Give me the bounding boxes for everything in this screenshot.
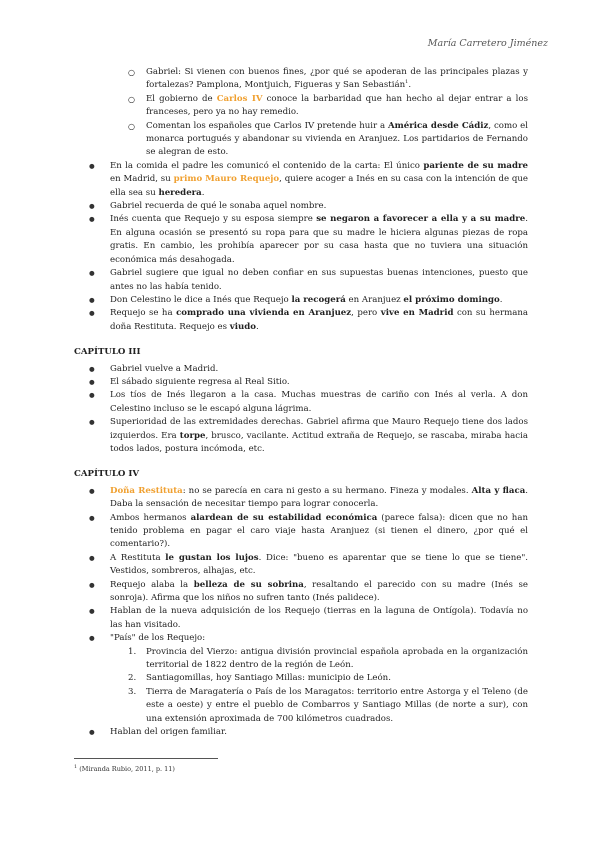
list-item: ● Gabriel sugiere que igual no deben confiar en sus supuestas buenas intenciones, puesto que antes no las había tenido.: [74, 267, 528, 294]
chapter-4-list: [74, 485, 528, 646]
list-item: ● Los tíos de Inés llegaron a la casa. Muchas muestras de cariño con Inés al verla. A don Celestino incluso se le escapó alguna lágrima.: [74, 389, 528, 416]
list-item: 2. Santiagomillas, hoy Santiago Millas: municipio de León.: [128, 673, 391, 684]
author-header: María Carretero Jiménez: [427, 38, 548, 49]
bullets-top: [74, 160, 528, 334]
list-item: ● Superioridad de las extremidades derechas. Gabriel afirma que Mauro Requejo tiene dos lados izquierdos. Era torpe, brusco, vacilante. Actitud extraña de Requejo, se rascaba, miraba hacia todos lados, postura incómoda, etc.: [74, 416, 528, 456]
list-item: ● Inés cuenta que Requejo y su esposa siempre se negaron a favorecer a ella y a su madre. En alguna ocasión se presentó su ropa para que su madre le hiciera algunas piezas de ropa gratis. En cambio, les prohibía aparecer por su casa hasta que no tuviera una situación económica más desahogada.: [74, 213, 528, 267]
list-item: ○ Gabriel: Si vienen con buenos fines, ¿por qué se apoderan de las principales plazas y fortalezas? Pamplona, Montjuich, Figueras y San Sebastián$^1$.: [74, 66, 528, 93]
subitems-top: [74, 66, 528, 160]
numbered-list: [74, 646, 528, 726]
list-item: ● Gabriel recuerda de qué le sonaba aquel nombre.: [74, 200, 528, 213]
list-item: ● Hablan de la nueva adquisición de los Requejo (tierras en la laguna de Ontígola). Todavía no las han visitado.: [74, 605, 528, 632]
list-item: ● A Restituta le gustan los lujos. Dice: "bueno es aparentar que se tiene lo que se tiene". Vestidos, sombreros, alhajas, etc.: [74, 552, 528, 579]
chapter-3-heading: CAPÍTULO III: [74, 347, 141, 358]
footnote: $^1$ (Miranda Rubio, 2011, p. 11): [74, 763, 175, 773]
document-body: [74, 66, 528, 740]
footnote-separator: [74, 758, 218, 759]
list-item: ● Requejo alaba la belleza de su sobrina, resaltando el parecido con su madre (Inés se sonroja). Afirma que los niños no sufren tanto (Inés palidece).: [74, 579, 528, 606]
list-item: ● Requejo se ha comprado una vivienda en Aranjuez, pero vive en Madrid con su hermana doña Restituta. Requejo es viudo.: [74, 307, 528, 334]
list-item: ● Doña Restituta: no se parecía en cara ni gesto a su hermano. Fineza y modales. Alta y flaca. Daba la sensación de necesitar tiempo para lograr conocerla.: [74, 485, 528, 512]
footnote-ref[interactable]: 1: [405, 79, 409, 86]
list-item: ● Don Celestino le dice a Inés que Requejo la recogerá en Aranjuez el próximo domingo.: [74, 294, 528, 307]
chapter-4-heading: CAPÍTULO IV: [74, 469, 140, 480]
list-item: ○ El gobierno de Carlos IV conoce la barbaridad que han hecho al dejar entrar a los franceses, pero ya no hay remedio.: [74, 93, 528, 120]
list-item: 3. Tierra de Maragatería o País de los Maragatos: territorio entre Astorga y el Teleno (de este a oeste) y entre el pueblo de Combarros y Santiago Millas (de norte a sur), con una extensión aproximada de 700 kilómetros cuadrados.: [128, 686, 528, 724]
chapter-3-list: [74, 363, 528, 457]
list-item: ● En la comida el padre les comunicó el contenido de la carta: El único pariente de su madre en Madrid, su primo Mauro Requejo, quiere acoger a Inés en su casa con la intención de que ella sea su heredera.: [74, 160, 528, 200]
list-item: ● Gabriel vuelve a Madrid.: [74, 363, 528, 376]
list-item: ● Hablan del origen familiar.: [74, 726, 528, 739]
list-item: 1. Provincia del Vierzo: antigua división provincial española aprobada en la organización territorial de 1822 dentro de la región de León.: [128, 646, 528, 671]
chapter-4-list-end: [74, 726, 528, 739]
list-item: ● Ambos hermanos alardean de su estabilidad económica (parece falsa): dicen que no han tenido problema en pagar el caro viaje hasta Aranjuez (si tienen el dinero, ¿por qué el comentario?).: [74, 512, 528, 552]
list-item: ● "País" de los Requejo:: [74, 632, 528, 645]
list-item: ○ Comentan los españoles que Carlos IV pretende huir a América desde Cádiz, como el monarca portugués y abandonar su vivienda en Aranjuez. Los partidarios de Fernando se alegran de esto.: [74, 120, 528, 160]
list-item: ● El sábado siguiente regresa al Real Sitio.: [74, 376, 528, 389]
